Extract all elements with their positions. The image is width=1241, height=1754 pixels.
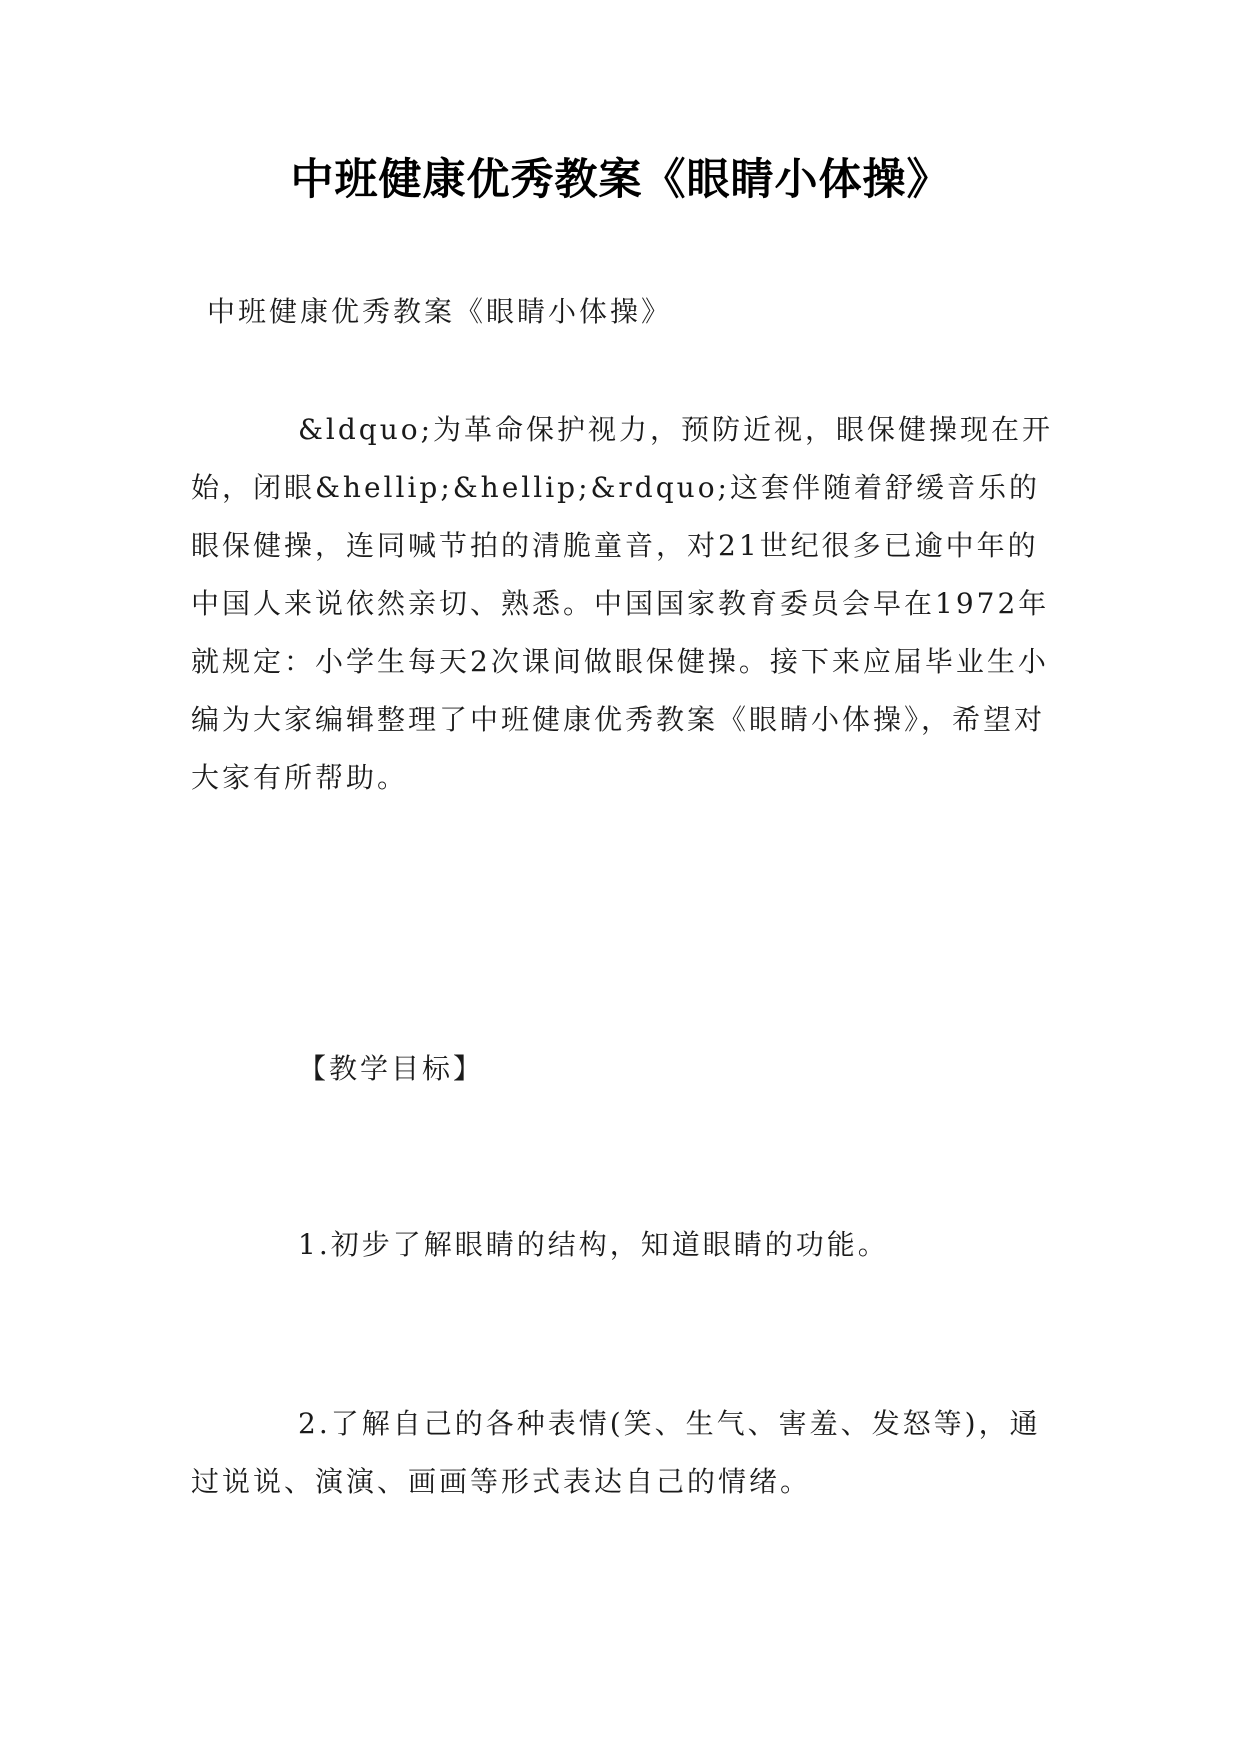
objective-item-1: 1.初步了解眼睛的结构，知道眼睛的功能。 — [298, 1228, 889, 1261]
intro-paragraph: &ldquo;为革命保护视力，预防近视，眼保健操现在开始，闭眼&hellip;&hellip;&rdquo;这套伴随着舒缓音乐的眼保健操，连同喊节拍的清脆童音，对21世纪很多已逾中年的中国人来说依然亲切、熟悉。中国国家教育委员会早在1972年就规定：小学生每天2次课间做眼保健操。接下来应届毕业生小编为大家编辑整理了中班健康优秀教案《眼睛小体操》，希望对大家有所帮助。 — [191, 413, 1054, 794]
document-subtitle: 中班健康优秀教案《眼睛小体操》 — [207, 295, 673, 328]
document-title: 中班健康优秀教案《眼睛小体操》 — [290, 155, 951, 205]
objective-item-2: 2.了解自己的各种表情(笑、生气、害羞、发怒等)，通过说说、演演、画画等形式表达自己的情绪。 — [191, 1407, 1041, 1498]
objectives-heading: 【教学目标】 — [298, 1052, 485, 1085]
